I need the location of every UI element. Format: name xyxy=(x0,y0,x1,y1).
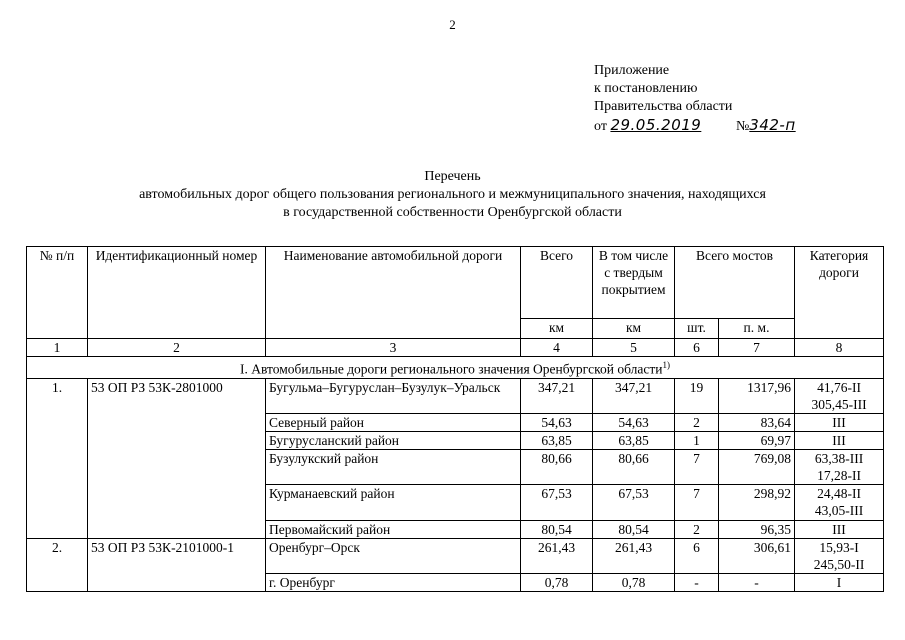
road-category: III xyxy=(795,431,884,449)
col-number: 1 xyxy=(27,339,88,357)
road-name: Курманаевский район xyxy=(266,484,521,520)
hard-km: 0,78 xyxy=(593,573,675,591)
hard-km: 67,53 xyxy=(593,484,675,520)
col-number: 6 xyxy=(675,339,719,357)
page-number: 2 xyxy=(449,17,456,32)
header-bridges: Всего мостов xyxy=(675,247,795,319)
header-num: № п/п xyxy=(27,247,88,339)
road-name: Бугурусланский район xyxy=(266,431,521,449)
table-header-row xyxy=(27,247,884,319)
header-id: Идентификационный номер xyxy=(88,247,266,339)
table-row xyxy=(27,538,884,573)
unit-pcs: шт. xyxy=(675,319,719,339)
handwritten-number: 342-п xyxy=(749,116,796,134)
road-category: III xyxy=(795,520,884,538)
road-num: 1. xyxy=(27,378,88,538)
bridges-count: 6 xyxy=(675,538,719,573)
total-km: 80,54 xyxy=(521,520,593,538)
hard-km: 261,43 xyxy=(593,538,675,573)
bridges-length: 298,92 xyxy=(719,484,795,520)
total-km: 0,78 xyxy=(521,573,593,591)
footnote-mark: 1) xyxy=(662,360,671,370)
col-number: 7 xyxy=(719,339,795,357)
unit-km-total: км xyxy=(521,319,593,339)
col-number: 4 xyxy=(521,339,593,357)
bridges-count: 1 xyxy=(675,431,719,449)
appendix-line-3: Правительства области xyxy=(594,99,733,114)
road-num: 2. xyxy=(27,538,88,591)
table-row xyxy=(27,378,884,413)
col-number: 2 xyxy=(88,339,266,357)
road-category: III xyxy=(795,413,884,431)
column-numbers-row xyxy=(27,339,884,357)
bridges-count: 7 xyxy=(675,449,719,484)
hard-km: 80,54 xyxy=(593,520,675,538)
bridges-length: 83,64 xyxy=(719,413,795,431)
col-number: 3 xyxy=(266,339,521,357)
title-line-3: в государственной собственности Оренбургской области xyxy=(283,205,622,220)
col-number: 8 xyxy=(795,339,884,357)
road-name: Бузулукский район xyxy=(266,449,521,484)
total-km: 80,66 xyxy=(521,449,593,484)
total-km: 261,43 xyxy=(521,538,593,573)
road-category: I xyxy=(795,573,884,591)
bridges-length: 1317,96 xyxy=(719,378,795,413)
number-label: № xyxy=(735,119,750,134)
title-line-2: автомобильных дорог общего пользования регионального и межмуниципального значения, находящихся xyxy=(139,187,766,202)
bridges-count: 19 xyxy=(675,378,719,413)
bridges-length: 769,08 xyxy=(719,449,795,484)
handwritten-date: 29.05.2019 xyxy=(610,116,702,134)
header-category: Категория дороги xyxy=(795,247,884,339)
hard-km: 63,85 xyxy=(593,431,675,449)
appendix-block xyxy=(594,62,796,136)
header-hard: В том числе с твердым покрытием xyxy=(593,247,675,319)
road-category: 24,48-II 43,05-III xyxy=(795,484,884,520)
road-category: 41,76-II 305,45-III xyxy=(795,378,884,413)
col-number: 5 xyxy=(593,339,675,357)
appendix-line-1: Приложение xyxy=(594,63,670,78)
document-title xyxy=(0,168,905,222)
section-title: I. Автомобильные дороги регионального значения Оренбургской области$^{1)}$ xyxy=(27,357,884,379)
road-category: 15,93-I 245,50-II xyxy=(795,538,884,573)
road-name: Северный район xyxy=(266,413,521,431)
road-id: 53 ОП РЗ 53К-2801000 xyxy=(88,378,266,538)
hard-km: 54,63 xyxy=(593,413,675,431)
appendix-line-2: к постановлению xyxy=(594,81,698,96)
total-km: 67,53 xyxy=(521,484,593,520)
road-name: Оренбург–Орск xyxy=(266,538,521,573)
roads-table xyxy=(26,246,884,592)
title-line-1: Перечень xyxy=(424,169,481,184)
bridges-count: - xyxy=(675,573,719,591)
bridges-length: 69,97 xyxy=(719,431,795,449)
header-total: Всего xyxy=(521,247,593,319)
bridges-length: 96,35 xyxy=(719,520,795,538)
road-category: 63,38-III 17,28-II xyxy=(795,449,884,484)
from-label: от xyxy=(594,119,607,134)
header-name: Наименование автомобильной дороги xyxy=(266,247,521,339)
hard-km: 347,21 xyxy=(593,378,675,413)
bridges-count: 2 xyxy=(675,520,719,538)
appendix-date-line xyxy=(594,116,796,136)
section-row xyxy=(27,357,884,379)
bridges-count: 2 xyxy=(675,413,719,431)
bridges-length: 306,61 xyxy=(719,538,795,573)
road-id: 53 ОП РЗ 53К-2101000-1 xyxy=(88,538,266,591)
road-name: г. Оренбург xyxy=(266,573,521,591)
total-km: 54,63 xyxy=(521,413,593,431)
unit-km-hard: км xyxy=(593,319,675,339)
total-km: 347,21 xyxy=(521,378,593,413)
bridges-length: - xyxy=(719,573,795,591)
bridges-count: 7 xyxy=(675,484,719,520)
road-name: Первомайский район xyxy=(266,520,521,538)
hard-km: 80,66 xyxy=(593,449,675,484)
total-km: 63,85 xyxy=(521,431,593,449)
road-name: Бугульма–Бугуруслан–Бузулук–Уральск xyxy=(266,378,521,413)
unit-pm: п. м. xyxy=(719,319,795,339)
